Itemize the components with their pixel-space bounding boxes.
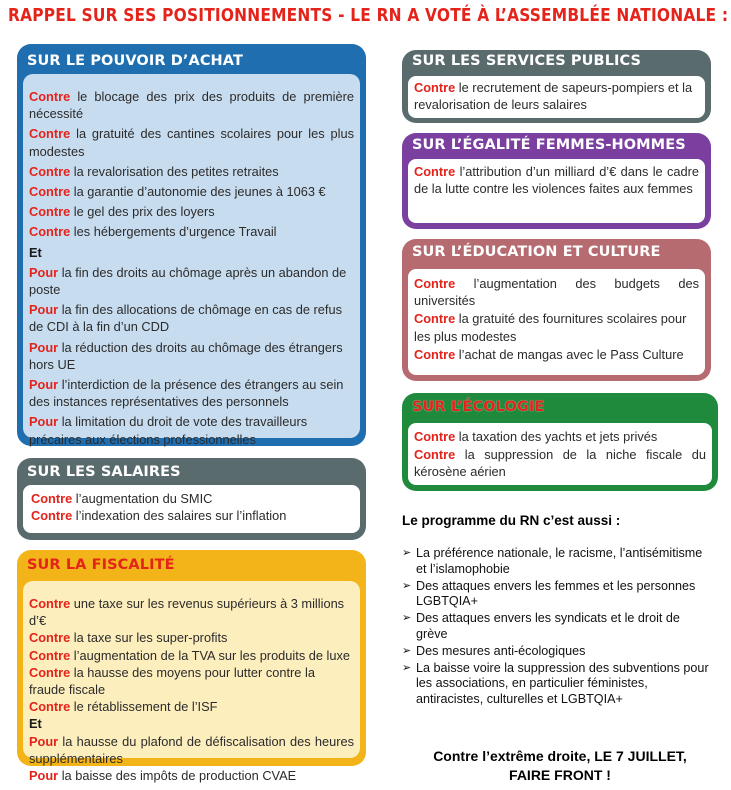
slogan-line: Contre l’extrême droite, LE 7 JUILLET, [433, 748, 687, 764]
list-item: Contre la hausse des moyens pour lutter contre la fraude fiscale [29, 664, 315, 698]
programme-list [402, 546, 712, 709]
list-item: Contre le rétablissement de l’ISF [29, 699, 218, 715]
closing-slogan [402, 747, 718, 785]
section-ecologie [402, 393, 718, 491]
section-header: SUR LES SERVICES PUBLICS [412, 53, 642, 69]
list-item: Contre les hébergements d’urgence Travail [29, 224, 277, 240]
list-item: Contre l’indexation des salaires sur l’inflation [31, 508, 287, 524]
list-item: Contre l’attribution d’un milliard d’€ dans le cadre de la lutte contre les violences faites aux femmes [414, 164, 699, 197]
section-fiscalite [17, 550, 366, 784]
section-body [23, 581, 360, 784]
section-header: SUR L’ÉDUCATION ET CULTURE [412, 244, 661, 260]
page-title: RAPPEL SUR SES POSITIONNEMENTS - LE RN A VOTÉ À L’ASSEMBLÉE NATIONALE : [8, 6, 729, 26]
arrow-bullet-icon: ➢ [402, 612, 412, 625]
section-header: SUR LES SALAIRES [27, 464, 181, 480]
separator-et: Et [29, 244, 42, 260]
section-body [408, 76, 705, 118]
list-item: Contre la revalorisation des petites retraites [29, 163, 279, 179]
section-header: SUR LE POUVOIR D’ACHAT [27, 53, 243, 69]
list-item: Contre la gratuité des cantines scolaires pour les plus modestes [29, 126, 354, 159]
list-item: Contre la garantie d’autonomie des jeunes à 1063 € [29, 184, 326, 200]
section-header: SUR LA FISCALITÉ [27, 557, 175, 573]
list-item: Pour l’interdiction de la présence des étrangers au sein des instances représentatives des personnels [29, 377, 344, 410]
list-item: Pour la fin des allocations de chômage en cas de refus de CDI à la fin d’un CDD [29, 302, 342, 335]
list-item: Contre l’augmentation des budgets des universités [414, 276, 699, 309]
section-body [408, 159, 705, 223]
section-education [402, 239, 711, 381]
section-body [23, 74, 360, 447]
list-item: Contre la taxe sur les super-profits [29, 630, 228, 646]
list-item: ➢ La préférence nationale, le racisme, l’antisémitisme et l’islamophobie [402, 546, 703, 576]
arrow-bullet-icon: ➢ [402, 644, 412, 657]
section-header: SUR L’ÉGALITÉ FEMMES-HOMMES [412, 137, 686, 153]
section-egalite [402, 133, 711, 229]
list-item: Pour la hausse du plafond de défiscalisation des heures supplémentaires [29, 733, 354, 766]
list-item: ➢ Des attaques envers les femmes et les personnes LGBTQIA+ [402, 578, 696, 609]
programme-title: Le programme du RN c’est aussi : [402, 513, 621, 528]
arrow-bullet-icon: ➢ [402, 547, 412, 559]
section-header: SUR L’ÉCOLOGIE [412, 399, 545, 415]
section-body [23, 485, 360, 533]
section-body [408, 269, 705, 375]
section-body [408, 423, 712, 485]
list-item: Contre la suppression de la niche fiscale du kérosène aérien [414, 447, 706, 480]
list-item: Contre une taxe sur les revenus supérieurs à 3 millions d’€ [29, 596, 345, 629]
list-item: ➢ La baisse voire la suppression des subventions pour les associations, en particulier féministes, antiracistes, culturelles et LGBTQIA+ [402, 660, 709, 707]
list-item: Contre le gel des prix des loyers [29, 204, 215, 220]
list-item: Contre la gratuité des fournitures scolaires pour les plus modestes [414, 311, 687, 344]
list-item: Contre l’augmentation de la TVA sur les produits de luxe [29, 647, 351, 663]
separator-et: Et [29, 716, 42, 732]
list-item: Pour la baisse des impôts de production CVAE [29, 768, 297, 784]
list-item: Pour la réduction des droits au chômage des étrangers hors UE [29, 339, 343, 372]
list-item: ➢ Des attaques envers les syndicats et le droit de grève [402, 611, 680, 641]
list-item: ➢ Des mesures anti-écologiques [402, 643, 586, 658]
section-pouvoir-achat [17, 44, 366, 446]
list-item: Contre le blocage des prix des produits de première nécessité [29, 89, 354, 122]
list-item: Pour la limitation du droit de vote des travailleurs précaires aux élections professionnelles [29, 414, 308, 447]
list-item: Contre l’achat de mangas avec le Pass Culture [414, 346, 684, 362]
arrow-bullet-icon: ➢ [402, 579, 412, 592]
section-salaires [17, 458, 366, 540]
list-item: Contre l’augmentation du SMIC [31, 491, 213, 506]
list-item: Contre la taxation des yachts et jets privés [414, 429, 658, 444]
section-services-publics [402, 50, 711, 123]
list-item: Pour la fin des droits au chômage après un abandon de poste [29, 264, 347, 298]
list-item: Contre le recrutement de sapeurs-pompiers et la revalorisation de leurs salaires [414, 80, 693, 113]
slogan-line: FAIRE FRONT ! [509, 767, 611, 783]
arrow-bullet-icon: ➢ [402, 661, 412, 674]
